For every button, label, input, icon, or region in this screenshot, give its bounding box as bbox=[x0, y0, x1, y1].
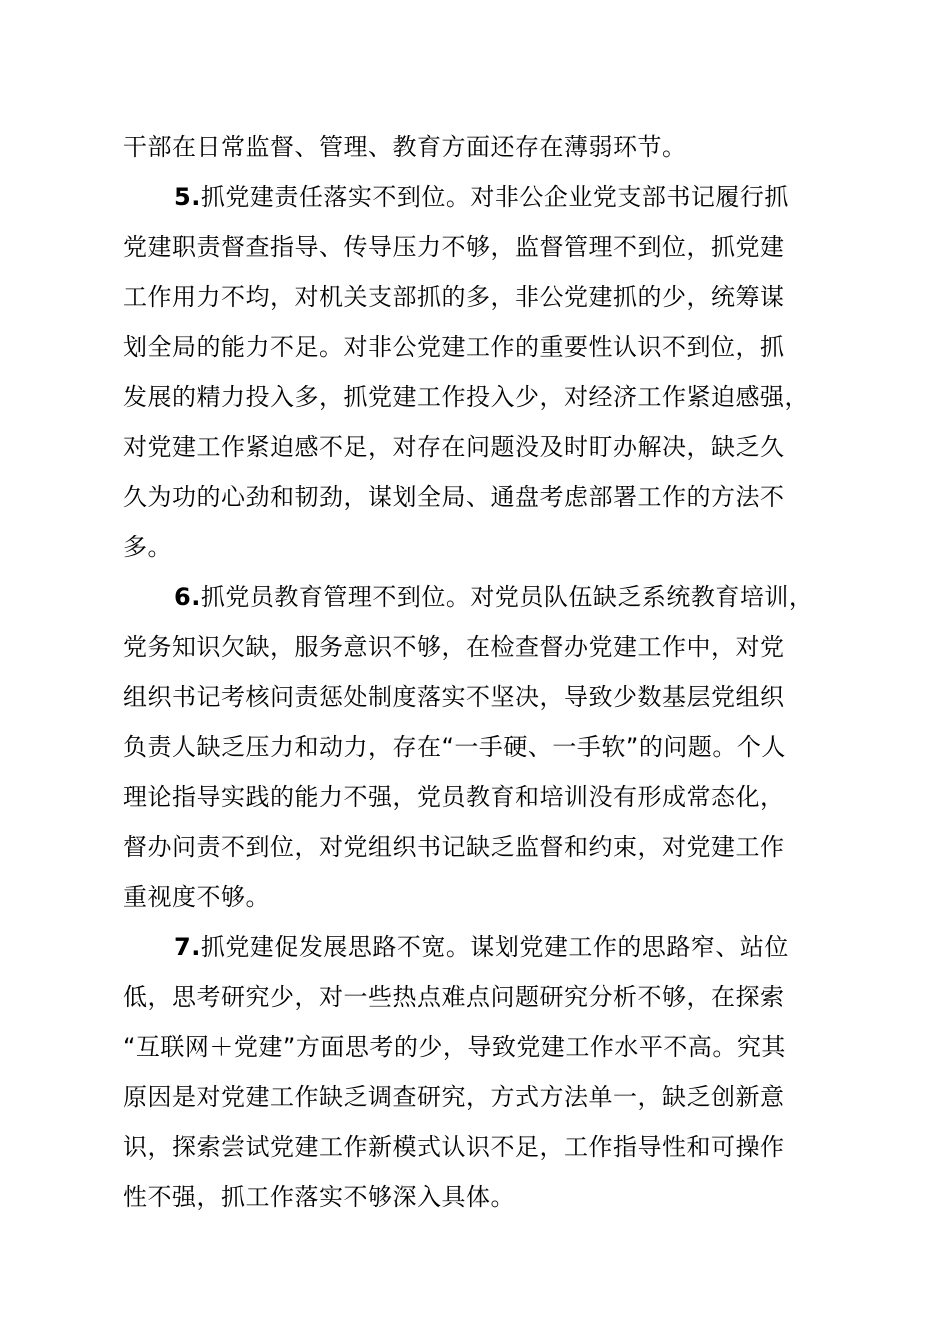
paragraph-line: 低，思考研究少，对一些热点难点问题研究分析不够，在探索 bbox=[123, 983, 785, 1011]
paragraph-line: 原因是对党建工作缺乏调查研究，方式方法单一，缺乏创新意 bbox=[123, 1083, 785, 1111]
paragraph-line: 党建职责督查指导、传导压力不够，监督管理不到位，抓党建 bbox=[123, 233, 785, 261]
item-number: 5. bbox=[174, 183, 201, 211]
paragraph-line: 多。 bbox=[123, 533, 172, 561]
paragraph-line: 识，探索尝试党建工作新模式认识不足，工作指导性和可操作 bbox=[123, 1133, 785, 1161]
paragraph-line: 性不强，抓工作落实不够深入具体。 bbox=[123, 1183, 515, 1211]
item-6-first-line bbox=[174, 582, 813, 612]
paragraph-line: 对党建工作紧迫感不足，对存在问题没及时盯办解决，缺乏久 bbox=[123, 433, 785, 461]
item-5-first-line bbox=[174, 182, 789, 212]
item-number: 7. bbox=[174, 933, 201, 961]
paragraph-line: 发展的精力投入多，抓党建工作投入少，对经济工作紧迫感强， bbox=[123, 383, 809, 411]
item-heading-text: 抓党建责任落实不到位。对非公企业党支部书记履行抓 bbox=[200, 183, 789, 211]
paragraph-line: 干部在日常监督、管理、教育方面还存在薄弱环节。 bbox=[123, 133, 687, 161]
paragraph-line: 重视度不够。 bbox=[123, 883, 270, 911]
paragraph-line: “互联网＋党建”方面思考的少，导致党建工作水平不高。究其 bbox=[123, 1033, 786, 1061]
paragraph-line: 负责人缺乏压力和动力，存在“一手硬、一手软”的问题。个人 bbox=[123, 733, 786, 761]
paragraph-line: 工作用力不均，对机关支部抓的多，非公党建抓的少，统筹谋 bbox=[123, 283, 785, 311]
item-heading-text: 抓党员教育管理不到位。对党员队伍缺乏系统教育培训， bbox=[200, 583, 814, 611]
item-number: 6. bbox=[174, 583, 201, 611]
paragraph-line: 久为功的心劲和韧劲，谋划全局、通盘考虑部署工作的方法不 bbox=[123, 483, 785, 511]
paragraph-line: 划全局的能力不足。对非公党建工作的重要性认识不到位，抓 bbox=[123, 333, 785, 361]
paragraph-line: 理论指导实践的能力不强，党员教育和培训没有形成常态化， bbox=[123, 783, 785, 811]
item-heading-text: 抓党建促发展思路不宽。谋划党建工作的思路窄、站位 bbox=[200, 933, 789, 961]
item-7-first-line bbox=[174, 932, 789, 962]
paragraph-line: 组织书记考核问责惩处制度落实不坚决，导致少数基层党组织 bbox=[123, 683, 785, 711]
paragraph-line: 督办问责不到位，对党组织书记缺乏监督和约束，对党建工作 bbox=[123, 833, 785, 861]
paragraph-line: 党务知识欠缺，服务意识不够，在检查督办党建工作中，对党 bbox=[123, 633, 785, 661]
